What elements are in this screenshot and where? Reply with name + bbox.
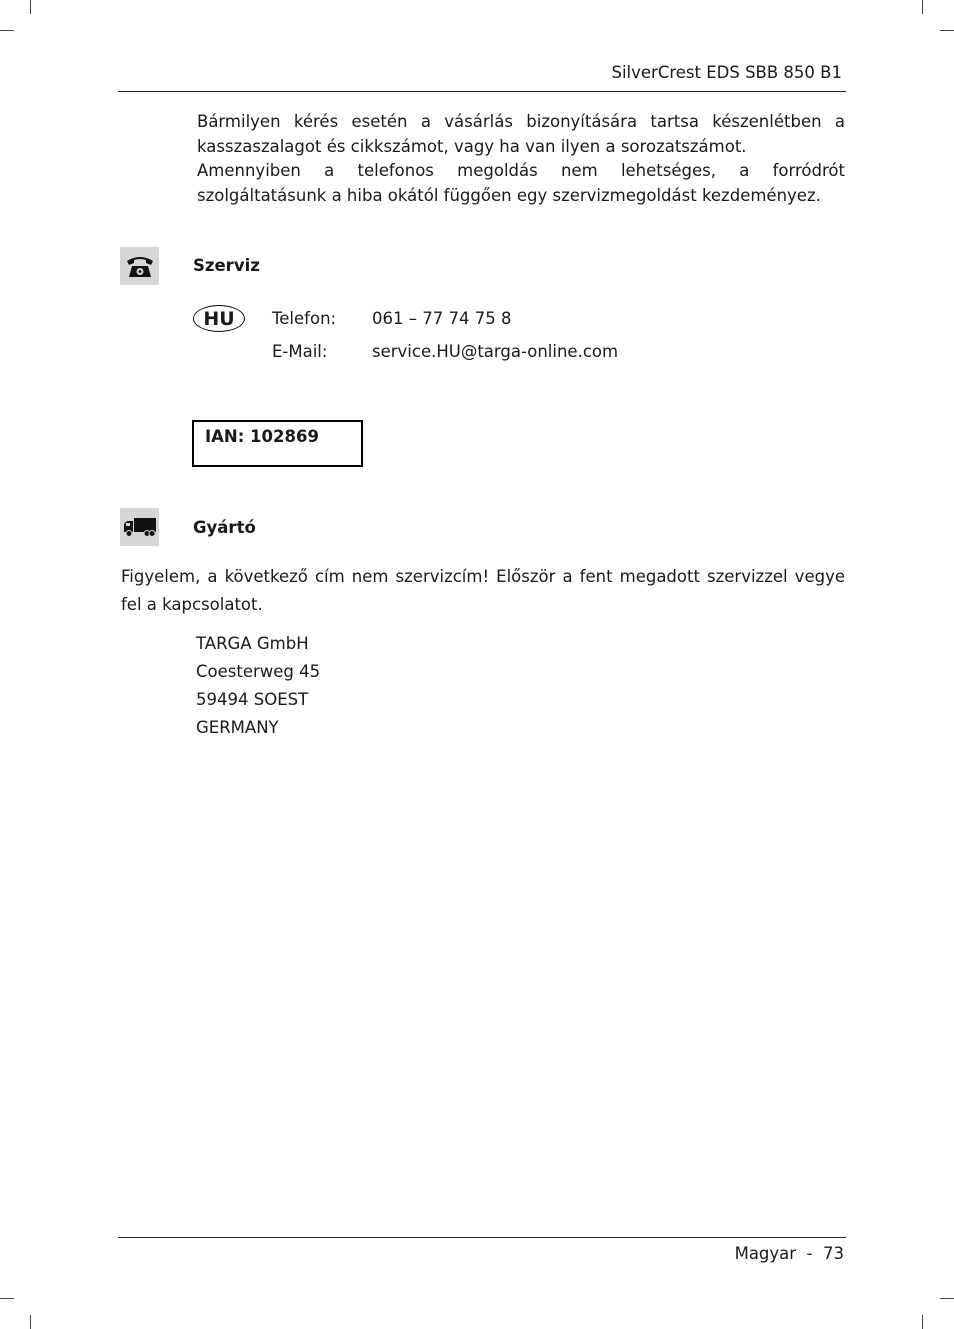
address-line: 59494 SOEST [196,690,309,709]
service-icon-box [120,247,159,285]
intro-paragraph-1: Bármilyen kérés esetén a vásárlás bizonyítására tartsa készenlétben a kasszaszalagot és cikkszámot, vagy ha van ilyen a sorozatszámot. [197,112,845,156]
email-label: E-Mail: [272,342,328,361]
crop-mark [0,30,14,31]
country-badge: HU [193,305,245,332]
intro-paragraph-2: Amennyiben a telefonos megoldás nem lehetséges, a forródrót szolgáltatásunk a hiba okától függően egy szervizmegoldást kezdeményez. [197,161,845,205]
crop-mark [0,1298,14,1299]
crop-mark [922,1315,923,1329]
email-value[interactable]: service.HU@targa-online.com [372,342,619,361]
phone-label: Telefon: [272,309,337,328]
address-line: GERMANY [196,718,279,737]
manufacturer-icon-box [120,508,159,546]
crop-mark [30,1315,31,1329]
manufacturer-note: Figyelem, a következő cím nem szervizcím! Először a fent megadott szervizzel vegye fel a kapcsolatot. [121,567,845,614]
service-title: Szerviz [193,256,260,275]
ian-number: IAN: 102869 [205,427,319,446]
intro-text [197,110,845,208]
page-header-title: SilverCrest EDS SBB 850 B1 [611,63,842,82]
crop-mark [940,1298,954,1299]
manufacturer-address [196,630,320,742]
crop-mark [922,0,923,14]
address-line: Coesterweg 45 [196,662,321,681]
manufacturer-title: Gyártó [193,518,256,537]
ian-box [192,420,363,467]
address-line: TARGA GmbH [196,634,309,653]
crop-mark [940,30,954,31]
phone-value: 061 – 77 74 75 8 [372,309,512,328]
page-footer: Magyar - 73 [734,1244,844,1263]
crop-mark [30,0,31,14]
truck-icon [123,516,157,538]
footer-rule [118,1237,846,1238]
header-rule [118,91,846,92]
telephone-icon [125,253,155,279]
